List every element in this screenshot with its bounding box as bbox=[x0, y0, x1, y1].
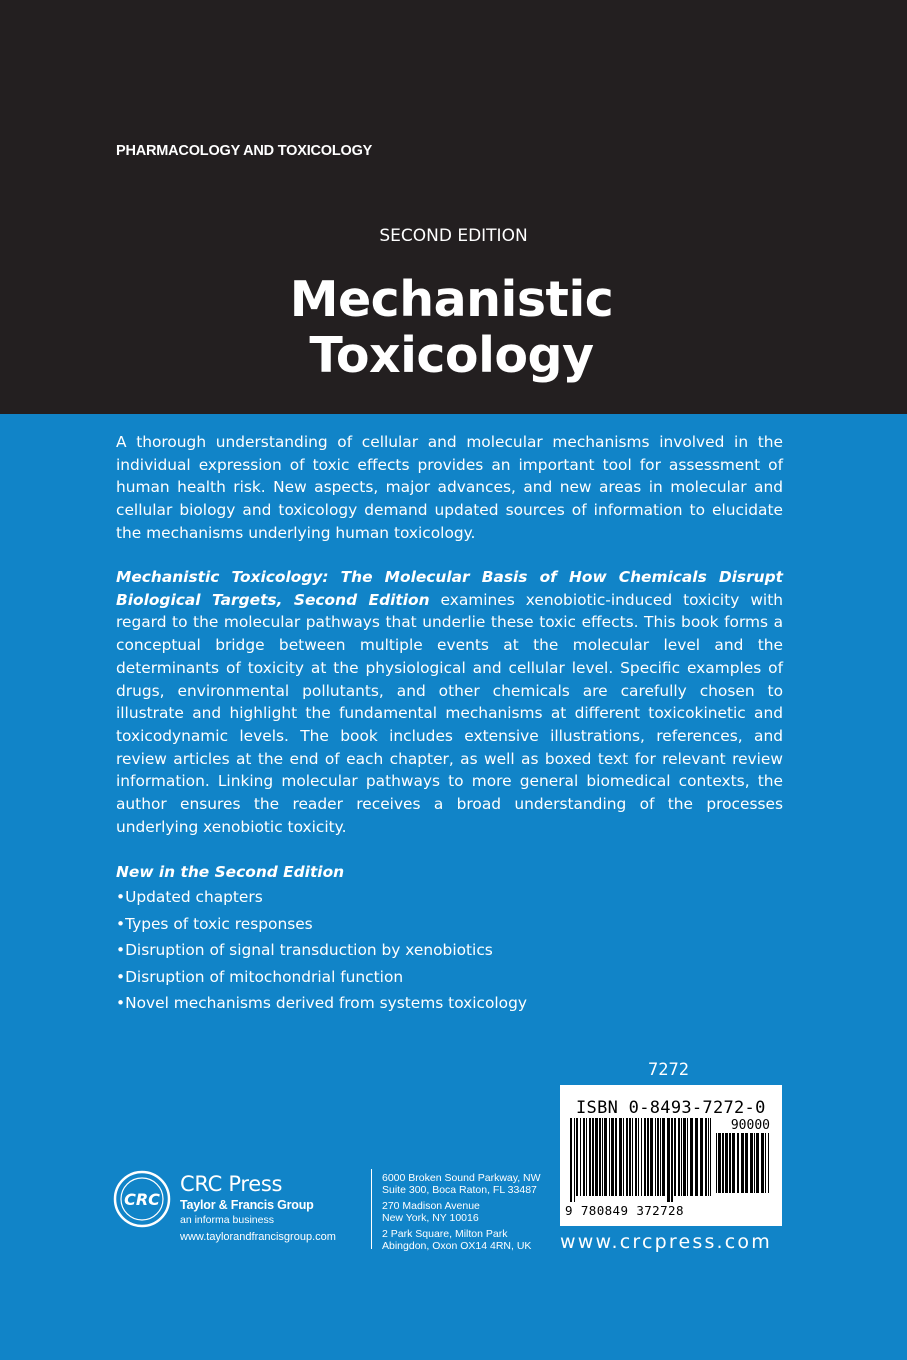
address-new-york bbox=[382, 1200, 480, 1224]
publisher-group: Taylor & Francis Group bbox=[180, 1198, 314, 1212]
barcode-bar bbox=[768, 1133, 769, 1193]
barcode-bar bbox=[592, 1118, 594, 1196]
barcode-bar bbox=[729, 1133, 731, 1193]
barcode-bar bbox=[623, 1118, 624, 1196]
description-paragraph-1: A thorough understanding of cellular and molecular mechanisms involved in the individual expression of toxic effects provides an important tool for assessment of human health risk. New aspects, major advances, and new areas in molecular and cellular biology and toxicology demand updated sources of information to elucidate the mechanisms underlying human toxicology. bbox=[116, 433, 783, 542]
barcode-bar bbox=[641, 1118, 642, 1196]
barcode-bar bbox=[611, 1118, 614, 1196]
list-item: •Types of toxic responses bbox=[116, 914, 313, 933]
barcode-bar bbox=[644, 1118, 646, 1196]
barcode-bar bbox=[660, 1118, 661, 1196]
barcode-bar bbox=[632, 1118, 633, 1196]
barcode-bar bbox=[745, 1133, 748, 1193]
barcode-bar bbox=[732, 1133, 735, 1193]
barcode-bar bbox=[599, 1118, 601, 1196]
address-line: Suite 300, Boca Raton, FL 33487 bbox=[382, 1184, 537, 1196]
barcode-bar bbox=[589, 1118, 591, 1196]
barcode-bar bbox=[754, 1133, 755, 1193]
barcode-bar bbox=[657, 1118, 659, 1196]
series-label: PHARMACOLOGY AND TOXICOLOGY bbox=[116, 143, 373, 159]
barcode-bar bbox=[716, 1133, 717, 1193]
book-title-line2: Toxicology bbox=[309, 327, 594, 384]
barcode-bar bbox=[737, 1133, 739, 1193]
publisher-informa: an informa business bbox=[180, 1214, 274, 1226]
barcode-bar bbox=[570, 1118, 572, 1202]
barcode-bar bbox=[574, 1118, 575, 1202]
barcode-bar bbox=[655, 1118, 656, 1196]
barcode-bar bbox=[609, 1118, 610, 1196]
barcode-bar bbox=[687, 1118, 688, 1196]
address-line: Abingdon, Oxon OX14 4RN, UK bbox=[382, 1240, 532, 1252]
barcode-bar bbox=[638, 1118, 639, 1196]
book-title-line1: Mechanistic bbox=[289, 271, 614, 328]
barcode-bar bbox=[674, 1118, 676, 1196]
list-item: •Novel mechanisms derived from systems toxicology bbox=[116, 994, 527, 1012]
isbn-text: ISBN 0-8493-7272-0 bbox=[576, 1098, 766, 1118]
list-item: •Disruption of signal transduction by xenobiotics bbox=[116, 941, 493, 959]
address-line: 2 Park Square, Milton Park bbox=[382, 1228, 508, 1240]
publisher-divider bbox=[371, 1169, 372, 1249]
barcode-bar bbox=[619, 1118, 622, 1196]
barcode-bar bbox=[708, 1118, 709, 1196]
barcode-bar bbox=[710, 1118, 711, 1196]
barcode-bar bbox=[595, 1118, 598, 1196]
website[interactable]: www.crcpress.com bbox=[560, 1231, 772, 1253]
isbn-barcode bbox=[560, 1085, 782, 1226]
barcode-bars-icon bbox=[570, 1118, 714, 1202]
new-edition-heading: New in the Second Edition bbox=[116, 863, 345, 881]
product-code: 7272 bbox=[648, 1060, 689, 1080]
crc-logo-icon bbox=[113, 1170, 171, 1228]
barcode-bar bbox=[647, 1118, 649, 1196]
barcode-bar bbox=[750, 1133, 753, 1193]
barcode-addon-number: 90000 bbox=[730, 1118, 770, 1133]
barcode-bar bbox=[683, 1118, 686, 1196]
book-title bbox=[0, 272, 903, 384]
address-line: 6000 Broken Sound Parkway, NW bbox=[382, 1172, 541, 1184]
barcode-bar bbox=[671, 1118, 673, 1202]
publisher-name: CRC Press bbox=[180, 1172, 283, 1196]
paragraph-2-text: examines xenobiotic-induced toxicity with regard to the molecular pathways that underlie these toxic effects. This book forms a conceptual bridge between multiple events at the molecular level and the determinants of toxicity at the physiological and cellular level. Specific examples of drugs, environmental pollutants, and other chemicals are carefully chosen to illustrate and highlight the fundamental mechanisms at different toxicokinetic and toxicodynamic levels. The book includes extensive illustrations, references, and review articles at the end of each chapter, as well as boxed text for relevant review information. Linking molecular pathways to more general biomedical contexts, the author ensures the reader receives a broad understanding of the processes underlying xenobiotic toxicity. bbox=[116, 590, 783, 836]
list-item: •Updated chapters bbox=[116, 888, 263, 906]
barcode-bar bbox=[576, 1118, 578, 1196]
publisher-url[interactable]: www.taylorandfrancisgroup.com bbox=[180, 1231, 336, 1243]
barcode-bar bbox=[662, 1118, 665, 1196]
address-line: New York, NY 10016 bbox=[382, 1212, 479, 1224]
barcode-bar bbox=[765, 1133, 766, 1193]
crc-logo-text: CRC bbox=[124, 1190, 160, 1209]
ean-number: 9 780849 372728 bbox=[565, 1203, 684, 1218]
edition-label: SECOND EDITION bbox=[379, 226, 528, 246]
barcode-bar bbox=[583, 1118, 585, 1196]
new-edition-list bbox=[116, 860, 527, 1017]
barcode-bar bbox=[635, 1118, 637, 1196]
barcode-bar bbox=[741, 1133, 744, 1193]
barcode-bar bbox=[678, 1118, 680, 1196]
barcode-bar bbox=[602, 1118, 603, 1196]
barcode-bar bbox=[580, 1118, 581, 1196]
barcode-bar bbox=[718, 1133, 721, 1193]
barcode-bar bbox=[626, 1118, 628, 1196]
barcode-bar bbox=[629, 1118, 631, 1196]
barcode-bar bbox=[705, 1118, 707, 1196]
barcode-bar bbox=[761, 1133, 764, 1193]
address-line: 270 Madison Avenue bbox=[382, 1200, 480, 1212]
address-uk bbox=[382, 1228, 531, 1252]
barcode-bar bbox=[756, 1133, 759, 1193]
barcode-bar bbox=[695, 1118, 698, 1196]
book-full-title: Mechanistic Toxicology: The Molecular Basis of How Chemicals Disrupt Biological Targets, Second Edition bbox=[116, 568, 783, 609]
barcode-bar bbox=[586, 1118, 587, 1196]
barcode-bar bbox=[681, 1118, 682, 1196]
list-item: •Disruption of mitochondrial function bbox=[116, 967, 404, 986]
barcode-bar bbox=[615, 1118, 617, 1196]
barcode-bar bbox=[722, 1133, 724, 1193]
barcode-bar bbox=[604, 1118, 607, 1196]
barcode-bar bbox=[690, 1118, 693, 1196]
address-florida bbox=[382, 1172, 541, 1196]
barcode-bar bbox=[725, 1133, 728, 1193]
barcode-bar bbox=[667, 1118, 670, 1202]
description-paragraph-2 bbox=[116, 566, 783, 838]
addon-barcode-bars-icon bbox=[716, 1133, 772, 1199]
barcode-bar bbox=[700, 1118, 703, 1196]
barcode-bar bbox=[650, 1118, 653, 1196]
